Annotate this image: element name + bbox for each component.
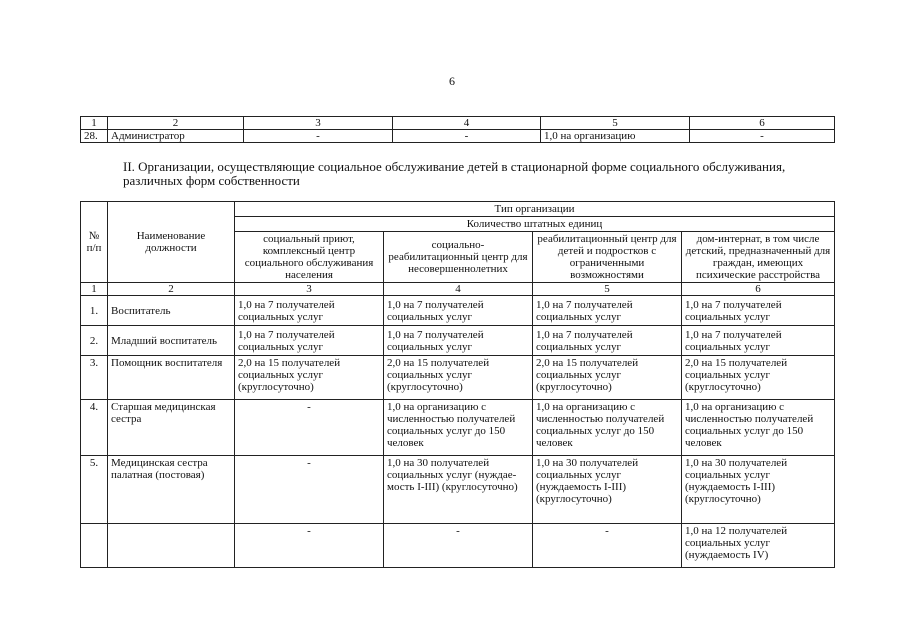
col-num-header: № п/п	[81, 202, 108, 283]
row-number: 5.	[81, 456, 108, 524]
table-row	[81, 524, 835, 568]
position-name: Младший воспитатель	[108, 326, 235, 356]
staff-cell: -	[384, 524, 533, 568]
staff-cell: 1,0 на организацию	[541, 130, 690, 143]
staff-cell: 1,0 на организацию с численностью получателей социальных услуг до 150 человек	[682, 400, 835, 456]
org-type-4: дом-интернат, в том числе детский, предназначенный для граждан, имеющих психические расстройства	[682, 232, 835, 283]
staff-cell: -	[235, 400, 384, 456]
col-number: 6	[690, 117, 835, 130]
col-number: 3	[244, 117, 393, 130]
col-number: 5	[533, 283, 682, 296]
row-number: 1.	[81, 296, 108, 326]
table-row	[81, 296, 835, 326]
staff-cell: 1,0 на 7 получателей социальных услуг	[682, 296, 835, 326]
table-row	[81, 326, 835, 356]
table-row	[81, 130, 835, 143]
staff-cell: 1,0 на 7 получателей социальных услуг	[235, 296, 384, 326]
staff-cell: 2,0 на 15 получателей социальных услуг (круглосуточно)	[682, 356, 835, 400]
row-number	[81, 524, 108, 568]
staff-cell: -	[533, 524, 682, 568]
staff-cell: 1,0 на 12 получателей социальных услуг (нуждаемость IV)	[682, 524, 835, 568]
org-type-2: социально-реабилитационный центр для несовершеннолетних	[384, 232, 533, 283]
staff-cell: 1,0 на 30 получателей социальных услуг (нуждаемость I-III) (круглосуточно)	[533, 456, 682, 524]
staff-cell: 2,0 на 15 получателей социальных услуг (круглосуточно)	[533, 356, 682, 400]
staff-cell: 1,0 на 7 получателей социальных услуг	[235, 326, 384, 356]
staff-cell: 1,0 на организацию с численностью получателей социальных услуг до 150 человек	[533, 400, 682, 456]
staff-cell: -	[393, 130, 541, 143]
column-number-row	[81, 283, 835, 296]
col-name-header: Наименование должности	[108, 202, 235, 283]
staff-cell: 1,0 на 7 получателей социальных услуг	[384, 326, 533, 356]
position-name: Администратор	[108, 130, 244, 143]
row-number: 2.	[81, 326, 108, 356]
col-number: 2	[108, 283, 235, 296]
column-number-row	[81, 117, 835, 130]
page-number: 6	[449, 74, 455, 88]
col-number: 4	[384, 283, 533, 296]
section-title: II. Организации, осуществляющие социальное обслуживание детей в стационарной форме социального обслуживания, различных форм собственности	[123, 159, 786, 188]
staff-cell: 1,0 на 7 получателей социальных услуг	[533, 296, 682, 326]
staff-cell: 1,0 на 7 получателей социальных услуг	[682, 326, 835, 356]
org-type-1: социальный приют, комплексный центр социального обслуживания населения	[235, 232, 384, 283]
col-number: 5	[541, 117, 690, 130]
staff-cell: 2,0 на 15 получателей социальных услуг (круглосуточно)	[235, 356, 384, 400]
row-number: 28.	[81, 130, 108, 143]
position-name: Медицинская сестра палатная (постовая)	[108, 456, 235, 524]
staff-cell: 1,0 на организацию с численностью получателей социальных услуг до 150 человек	[384, 400, 533, 456]
header-row	[81, 202, 835, 217]
org-type-3: реабилитационный центр для детей и подростков с ограниченными возможностями	[533, 232, 682, 283]
position-name: Старшая медицинская сестра	[108, 400, 235, 456]
position-name: Воспитатель	[108, 296, 235, 326]
staff-cell: 1,0 на 30 получателей социальных услуг (нуждаемость I-III) (круглосуточно)	[682, 456, 835, 524]
table-row	[81, 356, 835, 400]
staff-cell: -	[235, 524, 384, 568]
col-number: 3	[235, 283, 384, 296]
table-row	[81, 456, 835, 524]
staff-cell: -	[690, 130, 835, 143]
col-number: 4	[393, 117, 541, 130]
org-type-header: Тип организации	[235, 202, 835, 217]
row-number: 4.	[81, 400, 108, 456]
table-row	[81, 400, 835, 456]
main-table	[80, 201, 835, 568]
staff-cell: 1,0 на 30 получателей социальных услуг (нуждае-мость I-III) (круглосуточно)	[384, 456, 533, 524]
col-number: 1	[81, 283, 108, 296]
col-number: 2	[108, 117, 244, 130]
staff-cell: -	[244, 130, 393, 143]
position-name	[108, 524, 235, 568]
staff-cell: 2,0 на 15 получателей социальных услуг (круглосуточно)	[384, 356, 533, 400]
staff-cell: 1,0 на 7 получателей социальных услуг	[384, 296, 533, 326]
staff-count-header: Количество штатных единиц	[235, 217, 835, 232]
staff-cell: 1,0 на 7 получателей социальных услуг	[533, 326, 682, 356]
position-name: Помощник воспитателя	[108, 356, 235, 400]
top-table	[80, 116, 835, 143]
col-number: 6	[682, 283, 835, 296]
col-number: 1	[81, 117, 108, 130]
row-number: 3.	[81, 356, 108, 400]
staff-cell: -	[235, 456, 384, 524]
